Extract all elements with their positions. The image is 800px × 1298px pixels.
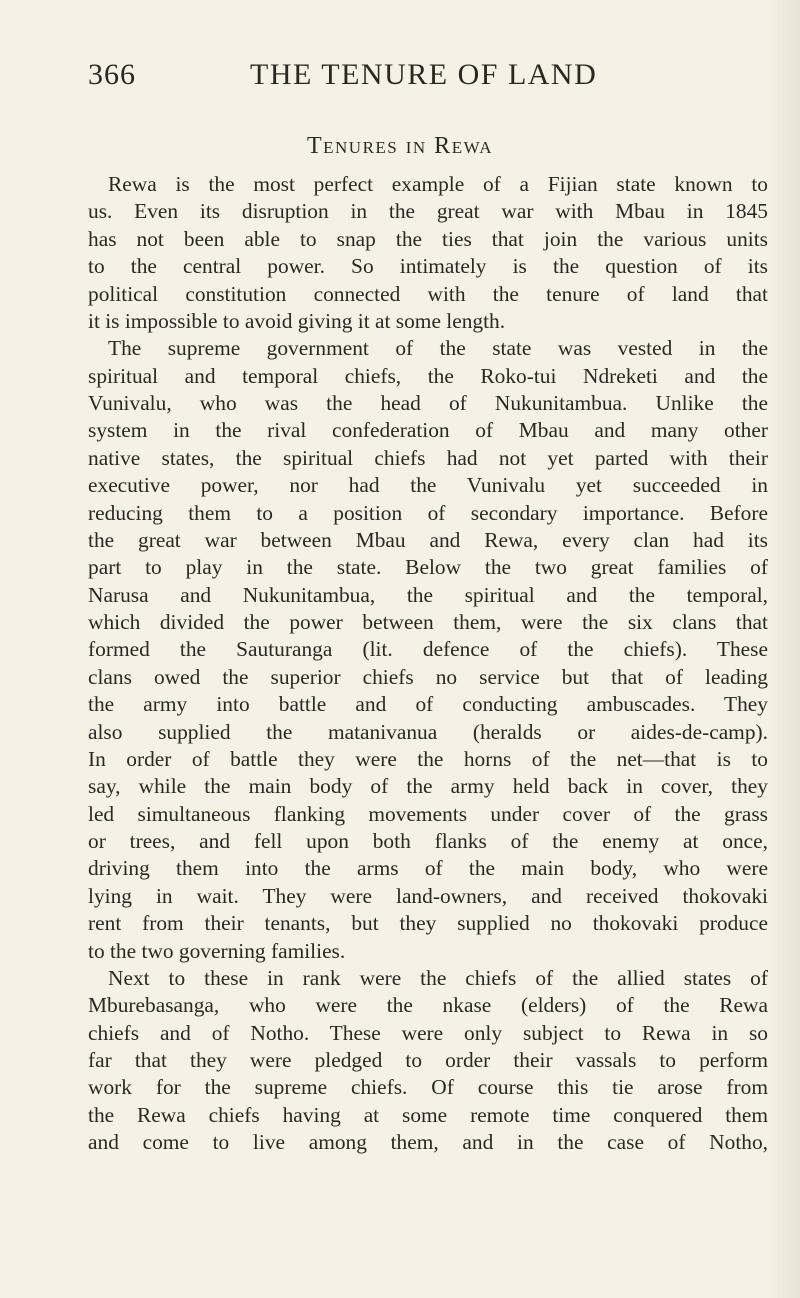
- text-line: us. Even its disruption in the great war with Mbau in 1845: [88, 199, 768, 224]
- text-line: which divided the power between them, were the six clans that: [88, 610, 768, 634]
- text-line: to the central power. So intimately is the question of its: [88, 254, 768, 279]
- text-line: reducing them to a position of secondary importance. Before: [88, 500, 768, 525]
- text-line: In order of battle they were the horns of the net—that is to: [88, 746, 768, 771]
- text-line: the Rewa chiefs having at some remote time conquered them: [88, 1102, 768, 1127]
- text-line: led simultaneous flanking movements under cover of the grass: [88, 801, 768, 826]
- text-line: or trees, and fell upon both flanks of the enemy at once,: [88, 829, 768, 853]
- text-line: and come to live among them, and in the case of Notho,: [88, 1130, 768, 1155]
- text-line: also supplied the matanivanua (heralds or aides-de-camp).: [88, 719, 768, 744]
- text-line: it is impossible to avoid giving it at some length.: [88, 308, 506, 333]
- text-line: has not been able to snap the ties that join the various units: [88, 226, 768, 251]
- text-line: Narusa and Nukunitambua, the spiritual and the temporal,: [88, 582, 768, 607]
- text-line: Mburebasanga, who were the nkase (elders) of the Rewa: [88, 993, 768, 1018]
- text-line: The supreme government of the state was vested in the: [108, 336, 768, 361]
- text-line: lying in wait. They were land-owners, and received thokovaki: [88, 883, 768, 908]
- page-number: 366: [88, 58, 136, 91]
- text-line: part to play in the state. Below the two great families of: [88, 555, 768, 580]
- text-line: executive power, nor had the Vunivalu yet succeeded in: [88, 473, 768, 498]
- text-line: formed the Sauturanga (lit. defence of the chiefs). These: [88, 637, 768, 662]
- text-line: rent from their tenants, but they supplied no thokovaki produce: [88, 911, 768, 936]
- section-title: Tenures in Rewa: [306, 133, 494, 159]
- text-line: native states, the spiritual chiefs had not yet parted with their: [88, 445, 768, 470]
- text-line: say, while the main body of the army held back in cover, they: [88, 774, 768, 799]
- text-line: work for the supreme chiefs. Of course this tie arose from: [88, 1075, 768, 1100]
- text-line: clans owed the superior chiefs no service but that of leading: [88, 664, 768, 689]
- text-line: Next to these in rank were the chiefs of the allied states of: [108, 965, 768, 990]
- text-line: Vunivalu, who was the head of Nukunitambua. Unlike the: [88, 391, 768, 415]
- text-line: the army into battle and of conducting ambuscades. They: [88, 692, 768, 717]
- body-text: [88, 171, 768, 1157]
- text-line: spiritual and temporal chiefs, the Roko-tui Ndreketi and the: [88, 363, 768, 388]
- text-line: far that they were pledged to order their vassals to perform: [88, 1048, 768, 1072]
- text-line: Rewa is the most perfect example of a Fijian state known to: [108, 172, 768, 196]
- running-head: [88, 58, 768, 98]
- text-line: the great war between Mbau and Rewa, every clan had its: [88, 527, 768, 552]
- text-line: to the two governing families.: [88, 938, 346, 963]
- text-line: chiefs and of Notho. These were only subject to Rewa in so: [88, 1020, 768, 1045]
- text-line: system in the rival confederation of Mbau and many other: [88, 418, 768, 443]
- running-title: THE TENURE OF LAND: [250, 58, 598, 91]
- text-line: driving them into the arms of the main body, who were: [88, 856, 768, 881]
- text-line: political constitution connected with the tenure of land that: [88, 281, 768, 306]
